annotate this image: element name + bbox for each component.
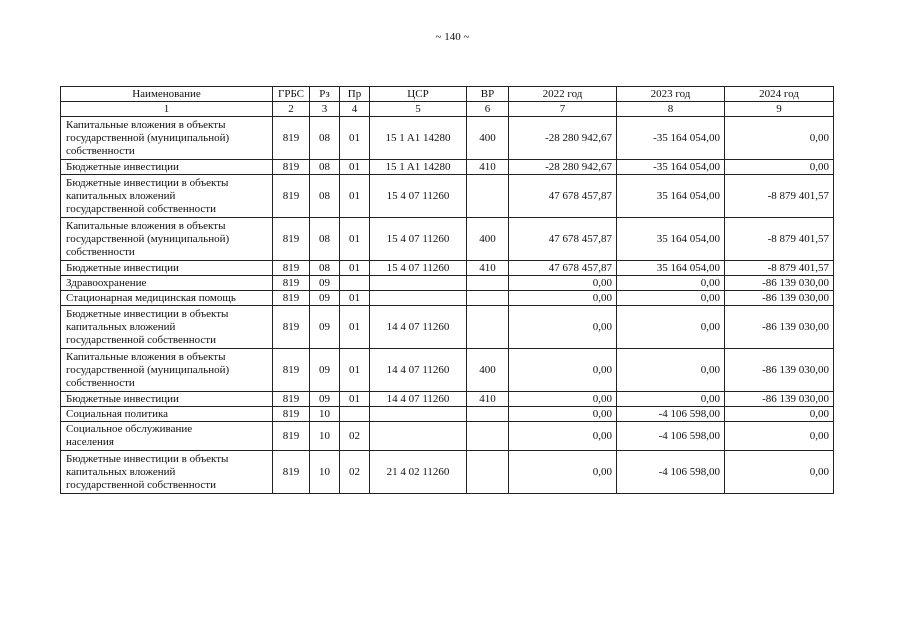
cell-pr: 01	[340, 261, 370, 276]
cell-2022: 0,00	[509, 422, 617, 451]
cell-2023: 35 164 054,00	[617, 218, 725, 261]
cell-rz: 08	[310, 175, 340, 218]
cell-2024: -8 879 401,57	[725, 218, 834, 261]
cell-grbs: 819	[273, 160, 310, 175]
cell-csr: 15 4 07 11260	[370, 261, 467, 276]
cell-2023: 35 164 054,00	[617, 261, 725, 276]
table-row	[61, 306, 834, 349]
cell-vr: 400	[467, 349, 509, 392]
table-row	[61, 218, 834, 261]
cell-2023: 0,00	[617, 349, 725, 392]
cell-name-line: капитальных вложений	[66, 189, 176, 202]
table-row	[61, 117, 834, 160]
cell-2023: 0,00	[617, 291, 725, 306]
cell-2022: 0,00	[509, 392, 617, 407]
cell-2022: 47 678 457,87	[509, 218, 617, 261]
cell-rz: 10	[310, 407, 340, 422]
header-row	[61, 87, 834, 102]
cell-vr: 400	[467, 218, 509, 261]
cell-2022: -28 280 942,67	[509, 160, 617, 175]
cell-csr	[370, 407, 467, 422]
cell-pr: 01	[340, 218, 370, 261]
cell-2022: 0,00	[509, 276, 617, 291]
table-row	[61, 160, 834, 175]
cell-grbs: 819	[273, 392, 310, 407]
table-row	[61, 276, 834, 291]
cell-name-line: Капитальные вложения в объекты	[66, 350, 226, 363]
cell-name-line: Капитальные вложения в объекты	[66, 219, 226, 232]
cell-2022: 0,00	[509, 407, 617, 422]
cell-name-line: населения	[66, 436, 114, 448]
cell-2024: -8 879 401,57	[725, 175, 834, 218]
cell-name-line: Бюджетные инвестиции	[66, 160, 179, 173]
cell-csr: 15 1 A1 14280	[370, 160, 467, 175]
cell-name	[61, 451, 273, 494]
table-header	[61, 87, 834, 117]
cell-pr: 01	[340, 160, 370, 175]
cell-rz: 09	[310, 306, 340, 349]
header-2024: 2024 год	[725, 87, 834, 102]
cell-name	[61, 392, 273, 407]
cell-2024: 0,00	[725, 160, 834, 175]
cell-rz: 08	[310, 261, 340, 276]
cell-name	[61, 218, 273, 261]
cell-pr	[340, 407, 370, 422]
cell-2024: -86 139 030,00	[725, 392, 834, 407]
cell-2024: -86 139 030,00	[725, 349, 834, 392]
cell-2023: 35 164 054,00	[617, 175, 725, 218]
cell-2023: 0,00	[617, 276, 725, 291]
table-row	[61, 175, 834, 218]
cell-grbs: 819	[273, 407, 310, 422]
table-row	[61, 451, 834, 494]
cell-grbs: 819	[273, 306, 310, 349]
column-number-row	[61, 102, 834, 117]
cell-rz: 09	[310, 276, 340, 291]
cell-vr	[467, 175, 509, 218]
cell-2023: 0,00	[617, 392, 725, 407]
cell-grbs: 819	[273, 276, 310, 291]
cell-2024: -86 139 030,00	[725, 306, 834, 349]
cell-csr: 14 4 07 11260	[370, 306, 467, 349]
header-rz: Рз	[310, 87, 340, 102]
header-pr: Пр	[340, 87, 370, 102]
cell-name-line: Бюджетные инвестиции	[66, 261, 179, 274]
cell-2022: 0,00	[509, 349, 617, 392]
cell-pr: 01	[340, 392, 370, 407]
cell-rz: 09	[310, 349, 340, 392]
cell-name-line: Социальное обслуживание	[66, 423, 193, 435]
cell-name-line: государственной (муниципальной)	[66, 363, 230, 376]
table-row	[61, 392, 834, 407]
cell-rz: 08	[310, 160, 340, 175]
cell-name-line: государственной собственности	[66, 202, 216, 215]
cell-csr	[370, 276, 467, 291]
cell-vr	[467, 276, 509, 291]
header-vr: ВР	[467, 87, 509, 102]
cell-vr	[467, 407, 509, 422]
cell-csr: 21 4 02 11260	[370, 451, 467, 494]
table-body	[61, 117, 834, 494]
cell-name-line: собственности	[66, 245, 135, 258]
cell-2022: 0,00	[509, 291, 617, 306]
cell-name-line: государственной (муниципальной)	[66, 131, 230, 144]
cell-2023: 0,00	[617, 306, 725, 349]
table-row	[61, 291, 834, 306]
cell-2023: -35 164 054,00	[617, 117, 725, 160]
page-number: ~ 140 ~	[435, 31, 470, 43]
cell-pr: 01	[340, 291, 370, 306]
cell-name-line: государственной собственности	[66, 478, 216, 491]
cell-name	[61, 160, 273, 175]
cell-rz: 10	[310, 451, 340, 494]
cell-vr	[467, 451, 509, 494]
cell-csr: 15 1 A1 14280	[370, 117, 467, 160]
cell-2024: 0,00	[725, 407, 834, 422]
cell-grbs: 819	[273, 349, 310, 392]
cell-grbs: 819	[273, 218, 310, 261]
cell-2023: -4 106 598,00	[617, 407, 725, 422]
cell-vr: 400	[467, 117, 509, 160]
cell-grbs: 819	[273, 291, 310, 306]
cell-2022: 47 678 457,87	[509, 261, 617, 276]
cell-name	[61, 117, 273, 160]
cell-name	[61, 306, 273, 349]
cell-name	[61, 349, 273, 392]
cell-csr: 14 4 07 11260	[370, 349, 467, 392]
cell-name-line: Стационарная медицинская помощь	[66, 291, 236, 304]
cell-name-line: государственной собственности	[66, 333, 216, 346]
header-2022: 2022 год	[509, 87, 617, 102]
cell-csr: 14 4 07 11260	[370, 392, 467, 407]
budget-table	[60, 86, 834, 494]
cell-rz: 09	[310, 291, 340, 306]
cell-csr	[370, 291, 467, 306]
column-number: 2	[273, 102, 310, 117]
cell-2022: -28 280 942,67	[509, 117, 617, 160]
column-number: 3	[310, 102, 340, 117]
cell-name	[61, 422, 273, 451]
cell-vr: 410	[467, 392, 509, 407]
table-row	[61, 349, 834, 392]
cell-name-line: капитальных вложений	[66, 320, 176, 333]
cell-2022: 0,00	[509, 451, 617, 494]
cell-pr: 01	[340, 349, 370, 392]
cell-vr: 410	[467, 160, 509, 175]
cell-vr	[467, 422, 509, 451]
cell-name-line: Капитальные вложения в объекты	[66, 118, 226, 131]
header-2023: 2023 год	[617, 87, 725, 102]
cell-2024: 0,00	[725, 117, 834, 160]
cell-rz: 08	[310, 218, 340, 261]
cell-name-line: капитальных вложений	[66, 465, 176, 478]
column-number: 8	[617, 102, 725, 117]
cell-2022: 47 678 457,87	[509, 175, 617, 218]
cell-grbs: 819	[273, 261, 310, 276]
cell-vr	[467, 306, 509, 349]
cell-name-line: собственности	[66, 144, 135, 157]
cell-2024: 0,00	[725, 422, 834, 451]
table-row	[61, 422, 834, 451]
cell-pr: 01	[340, 117, 370, 160]
cell-vr: 410	[467, 261, 509, 276]
column-number: 6	[467, 102, 509, 117]
cell-name	[61, 261, 273, 276]
cell-csr: 15 4 07 11260	[370, 175, 467, 218]
cell-2022: 0,00	[509, 306, 617, 349]
cell-2024: -86 139 030,00	[725, 276, 834, 291]
cell-name-line: Бюджетные инвестиции в объекты	[66, 452, 229, 465]
cell-csr	[370, 422, 467, 451]
cell-name-line: Бюджетные инвестиции в объекты	[66, 176, 229, 189]
column-number: 9	[725, 102, 834, 117]
cell-grbs: 819	[273, 422, 310, 451]
header-csr: ЦСР	[370, 87, 467, 102]
cell-2024: -86 139 030,00	[725, 291, 834, 306]
cell-name	[61, 291, 273, 306]
cell-name	[61, 276, 273, 291]
cell-name-line: Здравоохранение	[66, 276, 147, 289]
cell-name	[61, 407, 273, 422]
column-number: 1	[61, 102, 273, 117]
cell-rz: 08	[310, 117, 340, 160]
cell-rz: 09	[310, 392, 340, 407]
cell-pr: 01	[340, 306, 370, 349]
cell-grbs: 819	[273, 175, 310, 218]
cell-name-line: собственности	[66, 376, 135, 389]
cell-2023: -4 106 598,00	[617, 422, 725, 451]
cell-name-line: Бюджетные инвестиции в объекты	[66, 307, 229, 320]
cell-rz: 10	[310, 422, 340, 451]
cell-grbs: 819	[273, 451, 310, 494]
cell-name-line: Социальная политика	[66, 407, 169, 420]
table-row	[61, 261, 834, 276]
cell-csr: 15 4 07 11260	[370, 218, 467, 261]
cell-2024: -8 879 401,57	[725, 261, 834, 276]
column-number: 7	[509, 102, 617, 117]
cell-name-line: Бюджетные инвестиции	[66, 392, 179, 405]
cell-name	[61, 175, 273, 218]
cell-2023: -35 164 054,00	[617, 160, 725, 175]
cell-2023: -4 106 598,00	[617, 451, 725, 494]
header-name: Наименование	[61, 87, 273, 102]
cell-pr: 01	[340, 175, 370, 218]
cell-2024: 0,00	[725, 451, 834, 494]
cell-pr: 02	[340, 422, 370, 451]
header-grbs: ГРБС	[273, 87, 310, 102]
cell-name-line: государственной (муниципальной)	[66, 232, 230, 245]
column-number: 5	[370, 102, 467, 117]
cell-grbs: 819	[273, 117, 310, 160]
column-number: 4	[340, 102, 370, 117]
table-row	[61, 407, 834, 422]
cell-vr	[467, 291, 509, 306]
cell-pr: 02	[340, 451, 370, 494]
cell-pr	[340, 276, 370, 291]
